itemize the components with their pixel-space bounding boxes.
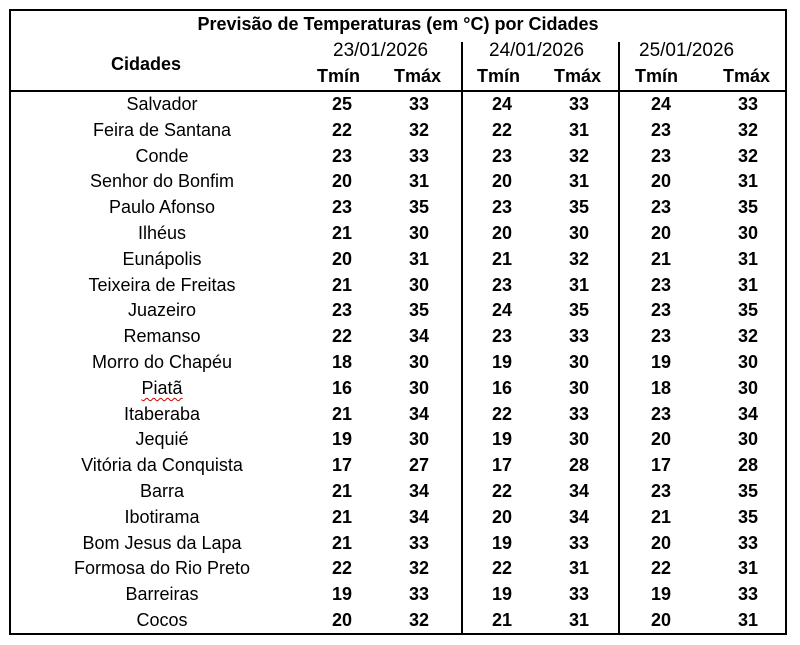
city-name: Eunápolis xyxy=(122,248,202,269)
tmax-value: 32 xyxy=(568,248,590,269)
tmin-value: 22 xyxy=(491,558,513,579)
tmin-value: 22 xyxy=(491,403,513,424)
tmax-value: 31 xyxy=(568,171,590,192)
tmax-value: 32 xyxy=(408,610,430,630)
tmin-value: 16 xyxy=(331,377,353,398)
tmin-value: 23 xyxy=(331,197,353,218)
tmax-value: 34 xyxy=(568,506,590,527)
tmin-value: 18 xyxy=(331,352,353,372)
tmax-value: 33 xyxy=(568,403,590,424)
table-row xyxy=(11,222,785,248)
tmin-value: 23 xyxy=(491,145,513,166)
tmin-header: Tmín xyxy=(317,66,360,86)
tmax-value: 32 xyxy=(737,326,759,347)
tmin-value: 17 xyxy=(650,455,672,476)
tmax-value: 31 xyxy=(568,558,590,579)
tmax-value: 35 xyxy=(568,197,590,218)
tmax-value: 30 xyxy=(408,223,430,243)
tmax-value: 35 xyxy=(408,197,430,218)
tmax-value: 31 xyxy=(737,274,759,295)
cities-header: Cidades xyxy=(111,54,182,74)
tmax-value: 30 xyxy=(737,429,759,450)
date-header-3: 25/01/2026 xyxy=(639,40,735,61)
tmin-value: 21 xyxy=(650,506,672,527)
tmin-header: Tmín xyxy=(477,66,520,86)
tmax-value: 33 xyxy=(568,94,590,114)
city-name: Conde xyxy=(135,145,189,166)
tmin-value: 21 xyxy=(491,610,513,630)
tmin-value: 22 xyxy=(491,481,513,501)
tmin-value: 23 xyxy=(650,197,672,218)
tmin-value: 18 xyxy=(650,377,672,398)
header-divider xyxy=(11,90,785,92)
tmin-value: 23 xyxy=(491,326,513,347)
city-name: Cocos xyxy=(136,610,188,630)
table-row xyxy=(11,351,785,377)
tmax-value: 34 xyxy=(568,481,590,501)
tmin-value: 25 xyxy=(331,94,353,114)
tmin-value: 19 xyxy=(331,429,353,450)
tmax-value: 35 xyxy=(737,506,759,527)
tmax-value: 35 xyxy=(737,197,759,218)
tmin-value: 22 xyxy=(650,558,672,579)
tmin-value: 24 xyxy=(491,94,513,114)
tmin-value: 23 xyxy=(650,403,672,424)
tmin-value: 21 xyxy=(491,248,513,269)
tmin-value: 21 xyxy=(331,481,353,501)
tmax-value: 30 xyxy=(568,352,590,372)
tmax-value: 32 xyxy=(737,119,759,140)
tmin-value: 19 xyxy=(491,352,513,372)
tmin-value: 19 xyxy=(331,584,353,605)
table-row xyxy=(11,248,785,274)
tmax-value: 31 xyxy=(568,119,590,140)
tmin-value: 20 xyxy=(650,171,672,192)
tmin-value: 24 xyxy=(650,94,672,114)
tmax-value: 32 xyxy=(568,145,590,166)
table-row xyxy=(11,403,785,429)
table-row xyxy=(11,325,785,351)
tmax-value: 33 xyxy=(737,532,759,553)
tmin-value: 23 xyxy=(491,197,513,218)
tmax-value: 30 xyxy=(737,377,759,398)
tmin-value: 17 xyxy=(331,455,353,476)
tmax-value: 30 xyxy=(408,429,430,450)
tmax-header: Tmáx xyxy=(554,66,602,86)
tmax-value: 33 xyxy=(408,145,430,166)
tmin-value: 20 xyxy=(331,610,353,630)
city-name: Jequié xyxy=(135,429,189,450)
tmax-value: 27 xyxy=(408,455,430,476)
table-row xyxy=(11,145,785,171)
table-row xyxy=(11,532,785,558)
tmax-value: 31 xyxy=(737,558,759,579)
tmin-value: 23 xyxy=(331,300,353,321)
tmax-header: Tmáx xyxy=(723,66,771,86)
tmax-value: 30 xyxy=(737,352,759,372)
city-name: Barreiras xyxy=(125,584,199,605)
tmax-value: 33 xyxy=(737,94,759,114)
table-row xyxy=(11,583,785,609)
tmax-value: 35 xyxy=(737,481,759,501)
tmin-value: 21 xyxy=(331,274,353,295)
tmin-value: 20 xyxy=(650,223,672,243)
table-row xyxy=(11,609,785,635)
city-name: Itaberaba xyxy=(123,403,201,424)
tmax-value: 33 xyxy=(408,584,430,605)
tmax-value: 32 xyxy=(737,145,759,166)
tmax-value: 30 xyxy=(568,223,590,243)
tmin-value: 21 xyxy=(331,223,353,243)
tmax-value: 31 xyxy=(408,171,430,192)
city-name-text: Piatã xyxy=(141,377,183,398)
tmin-value: 20 xyxy=(650,429,672,450)
tmax-value: 35 xyxy=(737,300,759,321)
city-name: Juazeiro xyxy=(127,300,197,321)
tmin-value: 22 xyxy=(331,119,353,140)
city-name: Vitória da Conquista xyxy=(81,455,243,476)
tmin-value: 21 xyxy=(650,248,672,269)
tmin-value: 22 xyxy=(331,558,353,579)
tmax-value: 28 xyxy=(737,455,759,476)
table-row xyxy=(11,428,785,454)
tmax-value: 31 xyxy=(737,171,759,192)
tmax-value: 33 xyxy=(408,532,430,553)
table-row xyxy=(11,119,785,145)
tmin-value: 20 xyxy=(491,223,513,243)
city-name: Ibotirama xyxy=(124,506,200,527)
tmin-value: 17 xyxy=(491,455,513,476)
tmax-value: 30 xyxy=(737,223,759,243)
table-row xyxy=(11,196,785,222)
table-row xyxy=(11,557,785,583)
tmax-value: 33 xyxy=(568,532,590,553)
tmin-value: 22 xyxy=(491,119,513,140)
tmin-value: 20 xyxy=(491,171,513,192)
tmax-value: 32 xyxy=(408,558,430,579)
table-row xyxy=(11,170,785,196)
tmin-value: 19 xyxy=(650,584,672,605)
tmin-value: 20 xyxy=(331,171,353,192)
tmax-value: 34 xyxy=(408,481,430,501)
date-header-2: 24/01/2026 xyxy=(489,40,585,61)
date-header-1: 23/01/2026 xyxy=(333,40,429,61)
tmax-value: 34 xyxy=(408,506,430,527)
tmin-value: 19 xyxy=(491,532,513,553)
tmax-value: 33 xyxy=(568,584,590,605)
tmax-value: 31 xyxy=(408,248,430,269)
city-name: Remanso xyxy=(123,326,201,347)
tmax-value: 30 xyxy=(568,429,590,450)
tmax-value: 34 xyxy=(408,403,430,424)
tmax-value: 31 xyxy=(568,274,590,295)
tmax-value: 30 xyxy=(568,377,590,398)
table-row xyxy=(11,480,785,506)
tmin-value: 20 xyxy=(331,248,353,269)
temperature-table xyxy=(9,9,787,635)
tmax-value: 35 xyxy=(568,300,590,321)
city-name: Barra xyxy=(139,481,184,501)
tmin-value: 16 xyxy=(491,377,513,398)
tmin-value: 23 xyxy=(491,274,513,295)
table-row xyxy=(11,377,785,403)
table-row xyxy=(11,93,785,119)
tmax-value: 33 xyxy=(568,326,590,347)
city-name xyxy=(11,378,313,399)
city-name: Salvador xyxy=(126,94,198,114)
tmax-value: 34 xyxy=(737,403,759,424)
tmax-value: 30 xyxy=(408,274,430,295)
tmin-value: 23 xyxy=(331,145,353,166)
tmax-value: 30 xyxy=(408,377,430,398)
city-name: Morro do Chapéu xyxy=(91,352,233,372)
city-name: Ilhéus xyxy=(137,223,187,243)
tmax-value: 28 xyxy=(568,455,590,476)
tmin-value: 19 xyxy=(650,352,672,372)
table-row xyxy=(11,454,785,480)
tmax-value: 33 xyxy=(737,584,759,605)
tmax-value: 31 xyxy=(737,610,759,630)
tmin-value: 23 xyxy=(650,145,672,166)
tmin-value: 19 xyxy=(491,429,513,450)
city-name: Teixeira de Freitas xyxy=(88,274,236,295)
city-name: Senhor do Bonfim xyxy=(89,171,235,192)
tmin-value: 22 xyxy=(331,326,353,347)
tmax-value: 31 xyxy=(737,248,759,269)
table-row xyxy=(11,299,785,325)
tmin-value: 19 xyxy=(491,584,513,605)
tmax-value: 32 xyxy=(408,119,430,140)
table-row xyxy=(11,506,785,532)
tmin-value: 21 xyxy=(331,506,353,527)
tmax-value: 33 xyxy=(408,94,430,114)
tmin-value: 21 xyxy=(331,532,353,553)
city-name: Bom Jesus da Lapa xyxy=(82,532,242,553)
tmax-value: 31 xyxy=(568,610,590,630)
tmax-value: 35 xyxy=(408,300,430,321)
tmin-value: 23 xyxy=(650,481,672,501)
tmin-value: 23 xyxy=(650,119,672,140)
tmin-value: 20 xyxy=(650,610,672,630)
tmin-value: 23 xyxy=(650,274,672,295)
tmin-header: Tmín xyxy=(635,66,678,86)
city-name: Formosa do Rio Preto xyxy=(73,558,251,579)
city-name: Paulo Afonso xyxy=(108,197,216,218)
city-name: Feira de Santana xyxy=(92,119,232,140)
tmax-value: 34 xyxy=(408,326,430,347)
tmin-value: 23 xyxy=(650,300,672,321)
tmin-value: 21 xyxy=(331,403,353,424)
tmin-value: 24 xyxy=(491,300,513,321)
table-title: Previsão de Temperaturas (em °C) por Cidades xyxy=(197,14,599,34)
tmin-value: 20 xyxy=(650,532,672,553)
tmax-header: Tmáx xyxy=(394,66,442,86)
tmin-value: 20 xyxy=(491,506,513,527)
tmax-value: 30 xyxy=(408,352,430,372)
tmin-value: 23 xyxy=(650,326,672,347)
table-row xyxy=(11,274,785,300)
